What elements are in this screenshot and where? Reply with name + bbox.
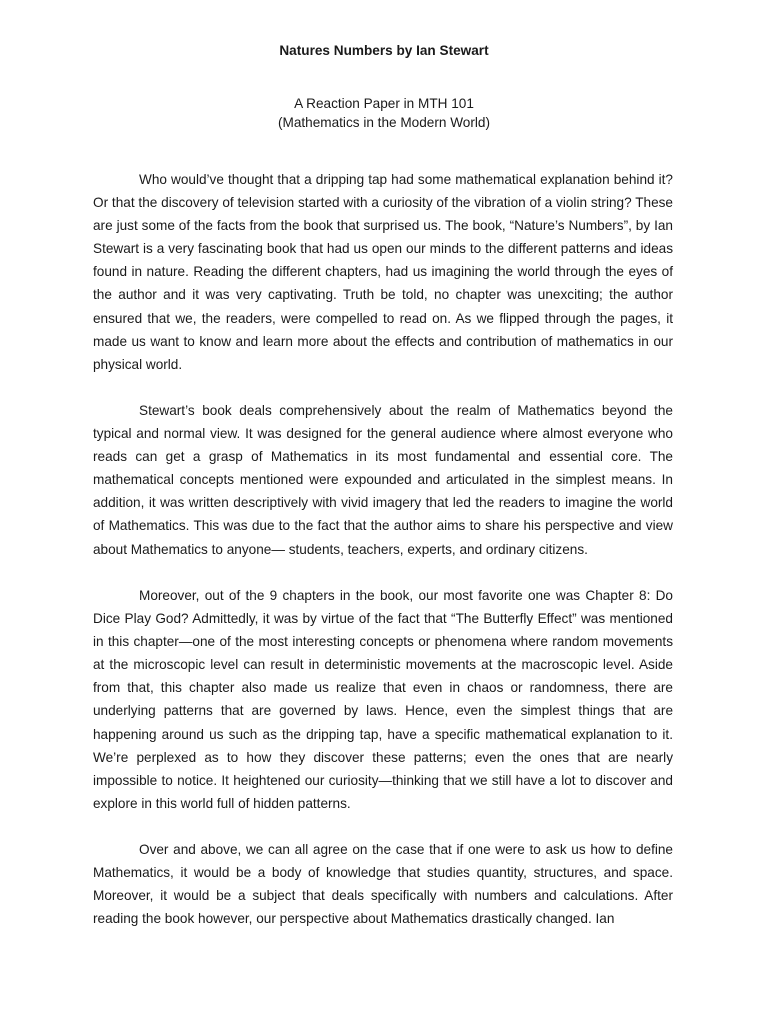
paragraph-perspective-change: Over and above, we can all agree on the case that if one were to ask us how to define Mathematics, it would be a body of knowledge that studies quantity, structures, and space. Moreover, it would be a subject that deals specifically with numbers and calculations. After reading the book however, our perspective about Mathematics drastically changed. Ian [93, 842, 673, 927]
paragraph-book-overview: Stewart’s book deals comprehensively about the realm of Mathematics beyond the typical and normal view. It was designed for the general audience where almost everyone who reads can get a grasp of Mathematics in its most fundamental and essential core. The mathematical concepts mentioned were expounded and articulated in the simplest means. In addition, it was written descriptively with vivid imagery that led the readers to imagine the world of Mathematics. This was due to the fact that the author aims to share his perspective and view about Mathematics to anyone— students, teachers, experts, and ordinary citizens. [93, 403, 673, 557]
paragraph-favorite-chapter: Moreover, out of the 9 chapters in the book, our most favorite one was Chapter 8: Do Dice Play God? Admittedly, it was by virtue of the fact that “The Butterfly Effect” was mentioned in this chapter—one of the most interesting concepts or phenomena where random movements at the microscopic level can result in deterministic movements at the macroscopic level. Aside from that, this chapter also made us realize that even in chaos or randomness, there are underlying patterns that are governed by laws. Hence, even the simplest things that are happening around us such as the dripping tap, have a specific mathematical explanation to it. We’re perplexed as to how they discover these patterns; even the ones that are nearly impossible to notice. It heightened our curiosity—thinking that we still have a lot to discover and explore in this world full of hidden patterns. [93, 588, 673, 811]
document-title: Natures Numbers by Ian Stewart [279, 43, 489, 58]
paragraph-introduction: Who would’ve thought that a dripping tap had some mathematical explanation behind it? Or that the discovery of television started with a curiosity of the vibration of a violin string? These are just some of the facts from the book that surprised us. The book, “Nature’s Numbers”, by Ian Stewart is a very fascinating book that had us open our minds to the different patterns and ideas found in nature. Reading the different chapters, had us imagining the world through the eyes of the author and it was very captivating. Truth be told, no chapter was unexciting; the author ensured that we, the readers, were compelled to read on. As we flipped through the pages, it made us want to know and learn more about the effects and contribution of mathematics in our physical world. [93, 172, 673, 372]
document-subtitle-course-name: (Mathematics in the Modern World) [277, 115, 491, 130]
document-subtitle-course: A Reaction Paper in MTH 101 [294, 96, 474, 111]
